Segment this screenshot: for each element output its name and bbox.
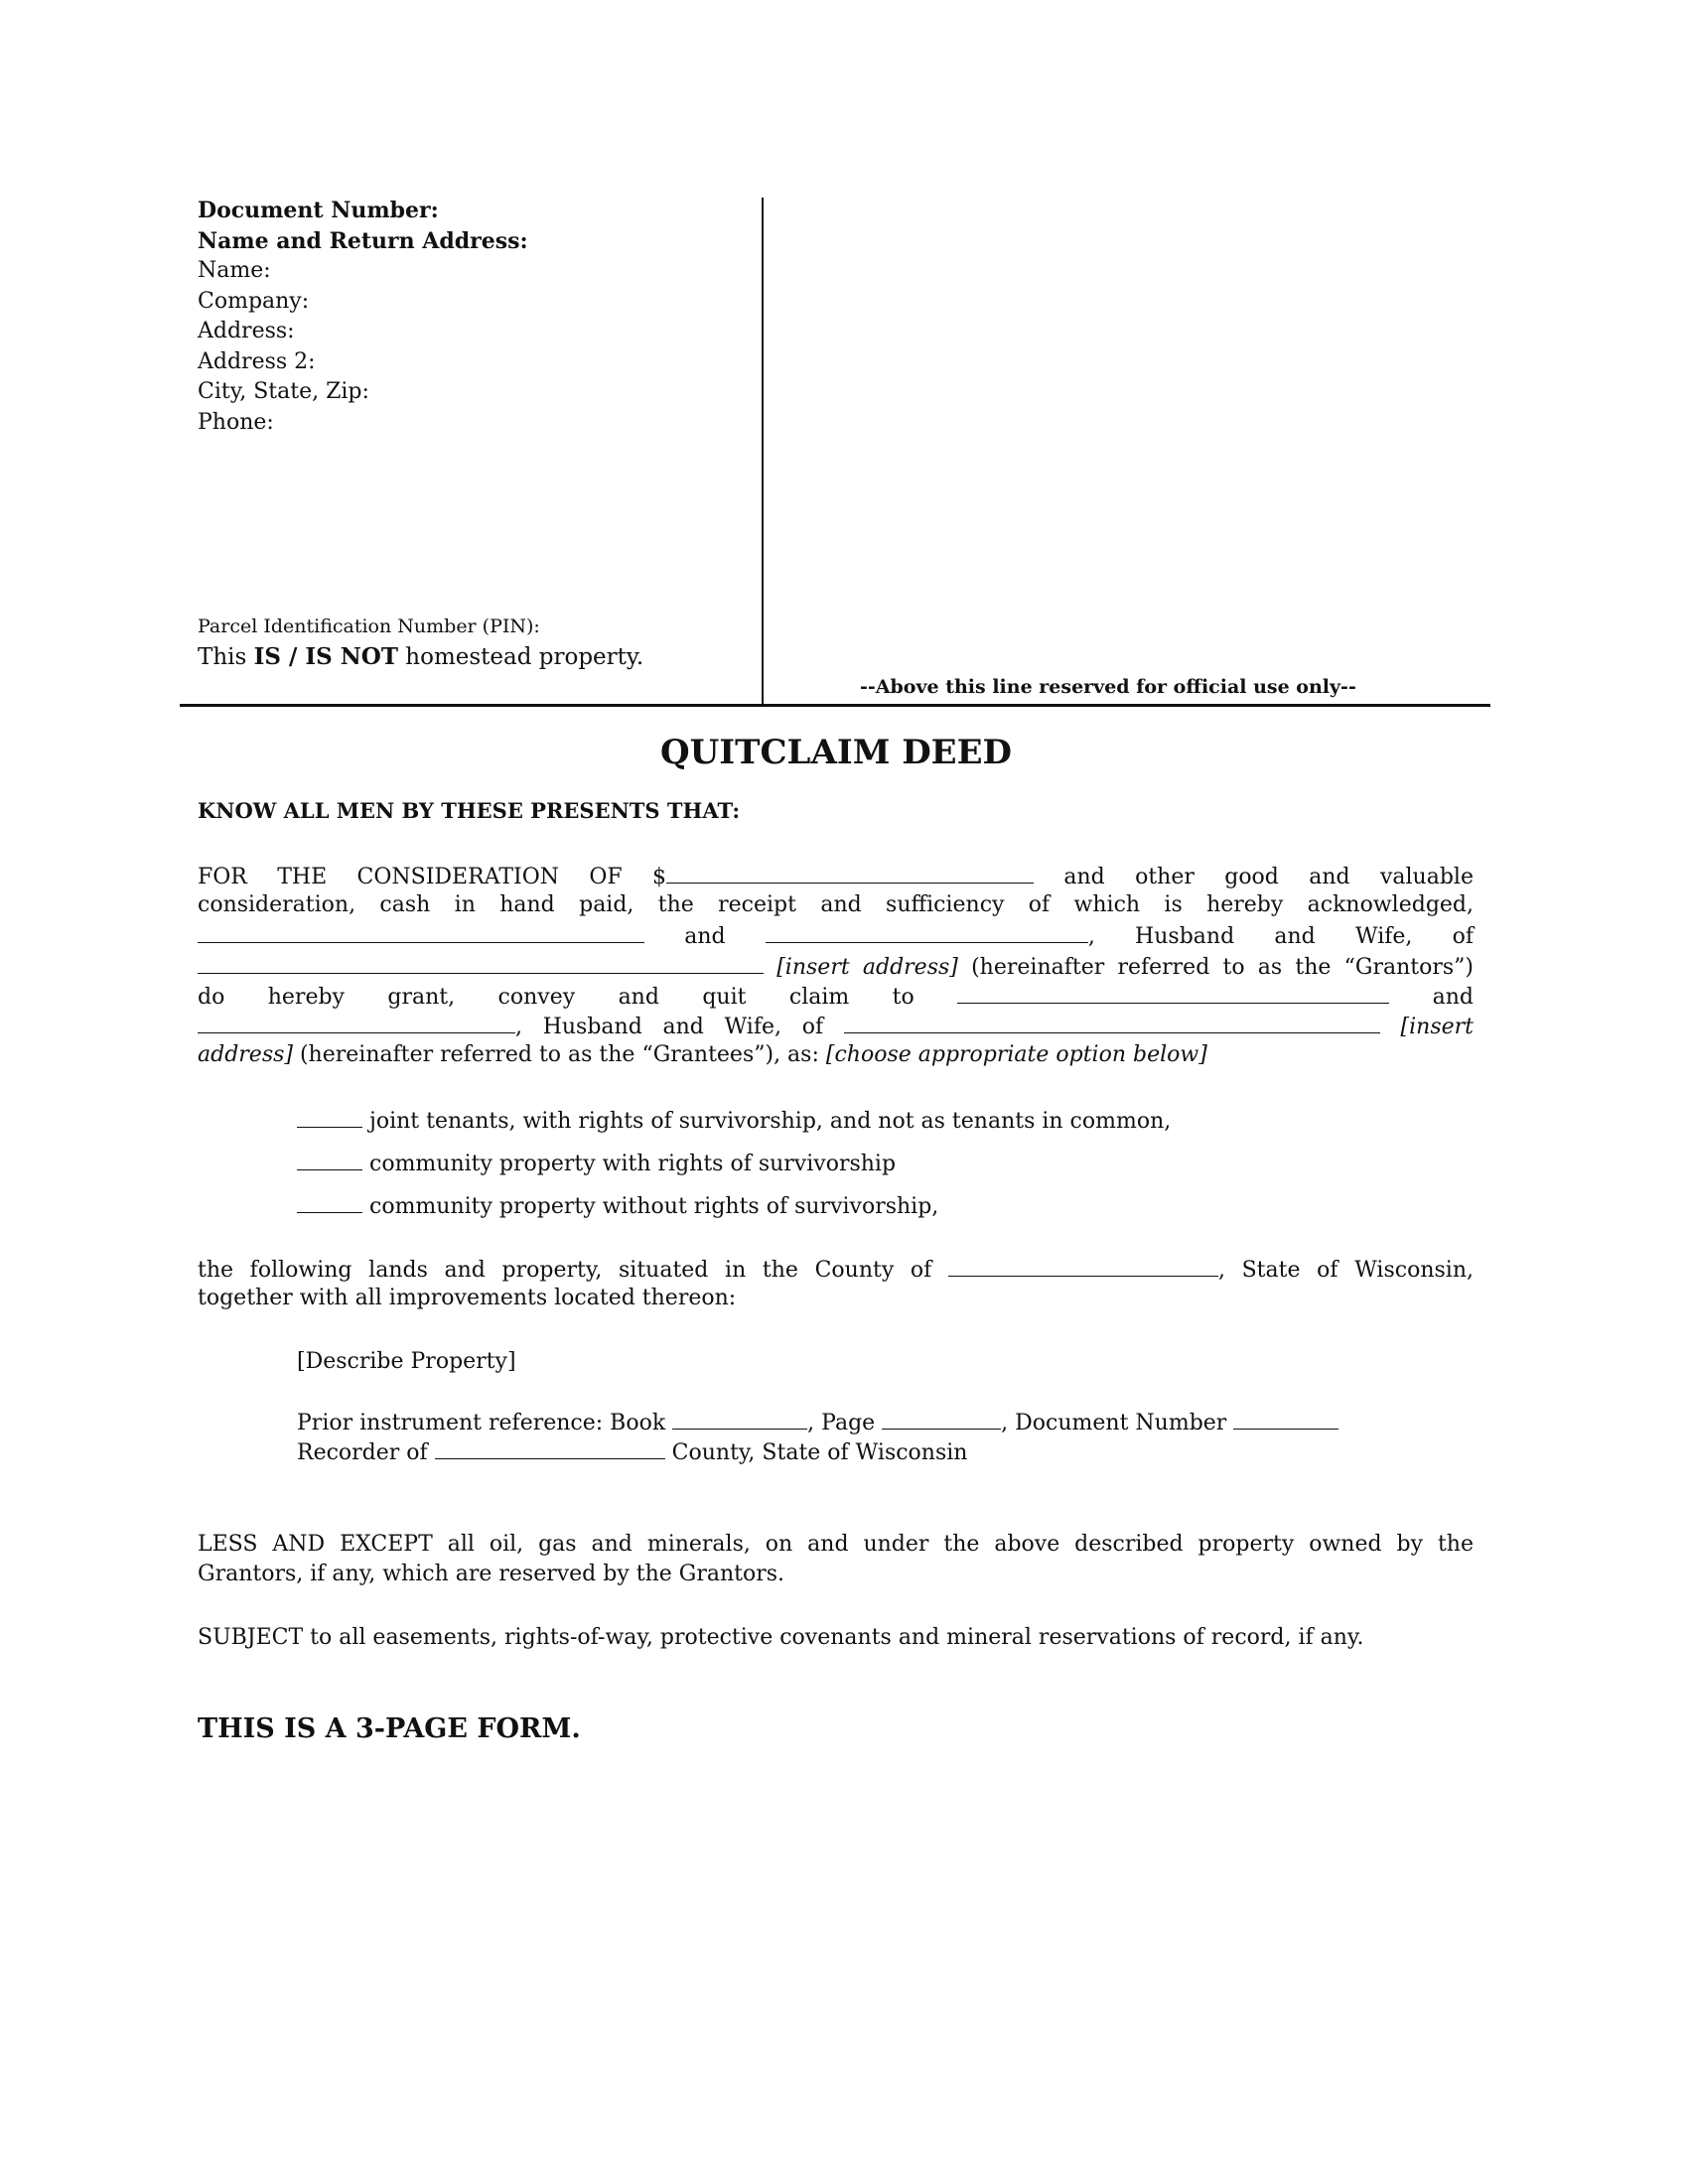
reserved-note: --Above this line reserved for official use only-- [860,676,1356,698]
recorder-line [297,1436,967,1468]
page-blank[interactable] [882,1407,1001,1430]
amount-blank[interactable] [666,861,1034,884]
text: do hereby grant, convey and quit claim to [198,984,914,1010]
text: and [1432,984,1474,1010]
grantor1-blank[interactable] [198,920,644,943]
homestead-post: homestead property. [397,644,644,670]
vertical-divider [762,198,764,706]
text: address] [198,1042,293,1068]
field-address2: Address 2: [198,348,316,374]
option-community-with [297,1148,896,1179]
option-joint-tenants [297,1105,1171,1137]
text: joint tenants, with rights of survivorship, and not as tenants in common, [369,1109,1172,1134]
option-blank[interactable] [297,1105,362,1128]
text: [insert [1400,1014,1475,1039]
text: Recorder of [297,1440,435,1465]
horizontal-divider [180,704,1490,707]
describe-property: [Describe Property] [297,1349,516,1374]
grantee2-blank[interactable] [198,1011,515,1033]
text: County, State of Wisconsin [664,1440,968,1465]
name-return-label: Name and Return Address: [198,227,528,254]
text: together with all improvements located thereon: [198,1286,737,1311]
text: community property without rights of survivorship, [369,1194,939,1219]
option-blank[interactable] [297,1190,362,1213]
homestead-pre: This [198,644,254,670]
text: the following lands and property, situated in the County of [198,1258,932,1283]
text: (hereinafter referred to as the “Grantees”), as: [292,1042,826,1068]
lands-paragraph [198,1254,1474,1313]
option-blank[interactable] [297,1148,362,1170]
text: , Husband and Wife, of [515,1014,824,1039]
text: , Husband and Wife, of [1087,924,1475,950]
field-name: Name: [198,258,271,283]
page-title: QUITCLAIM DEED [660,733,1012,772]
text: , Page [807,1411,883,1435]
return-address-block [198,196,528,438]
text: (hereinafter referred to as the “Grantors”) [971,954,1474,980]
pin-label: Parcel Identification Number (PIN): [198,615,540,637]
option-community-without [297,1190,938,1222]
text: , Document Number [1001,1411,1234,1435]
text: Grantors, if any, which are reserved by the Grantors. [198,1562,785,1587]
grantor-address-blank[interactable] [198,951,764,974]
text: community property with rights of survivorship [369,1152,897,1176]
grantee-address-blank[interactable] [844,1011,1380,1033]
grantor2-blank[interactable] [766,920,1088,943]
prior-instrument [297,1407,1338,1438]
text: Prior instrument reference: Book [297,1411,673,1435]
text: [choose appropriate option below] [825,1042,1207,1068]
text: FOR THE CONSIDERATION OF $ [198,865,666,889]
recorder-county-blank[interactable] [435,1436,665,1459]
document-number-blank[interactable] [1233,1407,1338,1430]
grantee1-blank[interactable] [957,981,1389,1004]
field-phone: Phone: [198,409,274,435]
consideration-paragraph [198,861,1474,1070]
text: and other good and valuable [1063,865,1474,889]
text: consideration, cash in hand paid, the receipt and sufficiency of which is hereby acknowledged, [198,892,1474,918]
text: LESS AND EXCEPT all oil, gas and minerals, on and under the above described property owned by the [198,1532,1474,1557]
text: and [684,924,726,950]
text: [insert address] [776,954,958,980]
county-blank[interactable] [948,1254,1218,1277]
field-company: Company: [198,288,310,314]
field-address: Address: [198,319,295,343]
less-except-paragraph [198,1530,1474,1589]
subject-paragraph: SUBJECT to all easements, rights-of-way, protective covenants and mineral reservations of record, if any. [198,1625,1364,1650]
field-city-state-zip: City, State, Zip: [198,379,369,404]
homestead-line [198,643,643,670]
text: , State of Wisconsin, [1217,1258,1474,1283]
homestead-is: IS / IS NOT [253,643,398,670]
know-all-men: KNOW ALL MEN BY THESE PRESENTS THAT: [198,798,741,823]
book-blank[interactable] [672,1407,807,1430]
document-number-label: Document Number: [198,198,439,223]
form-note: THIS IS A 3-PAGE FORM. [198,1713,581,1744]
